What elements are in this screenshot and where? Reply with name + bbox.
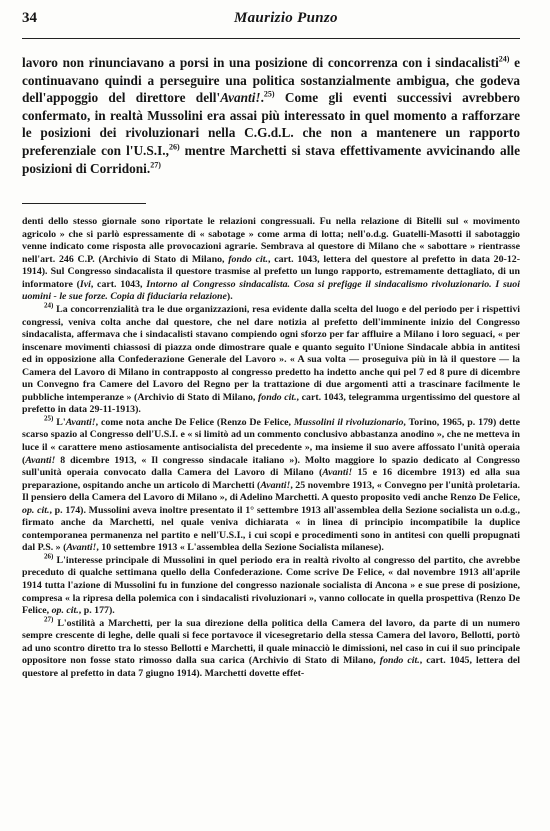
footnote-25: $^{25)}$ L'Avanti!, come nota anche De Felice (Renzo De Felice, Mussolini il rivoluzionario, Torino, 1965, p. 179) dette scarso spazio al Congresso dell'U.S.I. e « si limitò ad un commento conclusivo abbastanza anodino », che ne metteva in luce il « carattere meno astiosamente antisocialista del precedente », ma insieme il suo avere affossato l'unità operaia (Avanti! 8 dicembre 1913, « Il congresso sindacale italiano »). Molto maggiore lo spazio dedicato al Congresso sull'unità operaia convocato dalla Camera del Lavoro di Milano (Avanti! 15 e 16 dicembre 1913) ed alla sua preparazione, ospitando anche un articolo di Marchetti (Avanti!, 25 novembre 1913, « Convegno per l'unità proletaria. Il pensiero della Camera del Lavoro di Milano », di Adelino Marchetti. A questo proposito vedi anche Renzo De Felice, op. cit., p. 174). Mussolini aveva inoltre presentato il 1° settembre 1913 all'assemblea della Sezione socialista un o.d.g., firmato anche da Marchetti, nel quale veniva dichiarata « in linea di principio incompatibile la duplice contemporanea permanenza nel partito e nell'U.S.I., i cui scopi e procedimenti sono in antitesi con quelli propugnati dal P.S. » (Avanti!, 10 settembre 1913 « L'assemblea della Sezione Socialista milanese). xyxy=(22,414,521,554)
footnote-24: $^{24)}$ La concorrenzialità tra le due organizzazioni, resa evidente dalla scelta del luogo e del periodo per i rispettivi congressi, veniva colta anche dal questore, che nel dare notizia al prefetto dell'imminente inizio del Congresso sindacalista, affermava che i sindacalisti stavano compiendo ogni sforzo per far affluire a Milano i loro seguaci, « per inscenare movimenti chiassosi di piazza onde dimostrare quale e quanto seguito l'Unione Sindacale abbia in antitesi ed in opposizione alla Confederazione Generale del Lavoro ». « A sua volta — proseguiva più in là il questore — la Camera del Lavoro di Milano in contrapposto al congresso predetto ha indetto anche qui pel 7 ed 8 pure di dicembre un Convegno fra Camere del Lavoro del Regno per la trattazione di due argomenti atti a trascinare facilmente le pubbliche intemperanze » (Archivio di Stato di Milano, fondo cit., cart. 1043, telegramma urgentissimo del questore al prefetto in data 29-11-1913). xyxy=(22,301,521,416)
page-number: 34 xyxy=(22,10,37,26)
footnote-26: $^{26)}$ L'interesse principale di Mussolini in quel periodo era in realtà rivolto al congresso del partito, che avrebbe preceduto di qualche settimana quello della Confederazione. Come scrive De Felice, « dal novembre 1913 all'aprile 1914 tutta l'azione di Mussolini fu in funzione del congresso nazionale socialista di Ancona » e sue prese di posizione, compresa « la ripresa della polemica con i sindacalisti rivoluzionari », vanno collocate in quella prospettiva (Renzo De Felice, op. cit., p. 177). xyxy=(22,552,520,617)
body-paragraph: lavoro non rinunciavano a porsi in una posizione di concorrenza con i sindacalisti$^{24)}$ e continuavano quindi a perseguire una politica sostanzialmente ambigua, che godeva dell'appoggio del direttore dell'Avanti!.$^{25)}$ Come gli eventi successivi avrebbero confermato, in realtà Mussolini era assai più interessato in quel momento a rafforzare le posizioni dei rivoluzionari nella C.G.d.L. che non a mantenere un rapporto preferenziale con l'U.S.I.,$^{26)}$ mentre Marchetti si stava effettivamente avvicinando alle posizioni di Corridoni.$^{27)}$ xyxy=(22,54,521,176)
footnote-continuation: denti dello stesso giornale sono riportate le relazioni congressuali. Fu nella relazione di Bitelli sul « movimento agricolo » che si parlò espressamente di « sabotage » come arma di lotta; nell'o.d.g. Guatelli-Masotti il sabotaggio venne indicato come risposta alle provocazioni agrarie. Sembrava al questore di Milano che « sabottare » rientrasse nell'art. 246 C.P. (Archivio di Stato di Milano, fondo cit., cart. 1043, lettera del questore al prefetto in data 20-12-1914). Sul Congresso sindacalista il questore trasmise al prefetto un lungo rapporto, estremamente dettagliato, di un informatore (Ivi, cart. 1043, Intorno al Congresso sindacalista. Cosa si prefigge il sindacalismo rivoluzionario. I suoi uomini - le sue forze. Copia di fiduciaria relazione). xyxy=(22,216,520,303)
running-header xyxy=(22,10,520,39)
footnotes-block xyxy=(22,216,520,680)
body-text xyxy=(22,54,520,177)
footnote-27: $^{27)}$ L'ostilità a Marchetti, per la sua direzione della politica della Camera del lavoro, da parte di un numero sempre crescente di leghe, delle quali si fece portavoce il vicesegretario della stessa Camera del lavoro, Bellotti, portò ad uno scontro diretto tra lo stesso Bellotti e Marchetti, il quale minacciò le dimissioni, nel caso in cui il suo principale oppositore non fosse stato rimosso dalla sua carica (Archivio di Stato di Milano, fondo cit., cart. 1045, lettera del questore al prefetto in data 7 giugno 1914). Marchetti dovette effet- xyxy=(22,615,520,679)
footnote-separator xyxy=(22,203,146,204)
running-title: Maurizio Punzo xyxy=(234,10,338,26)
